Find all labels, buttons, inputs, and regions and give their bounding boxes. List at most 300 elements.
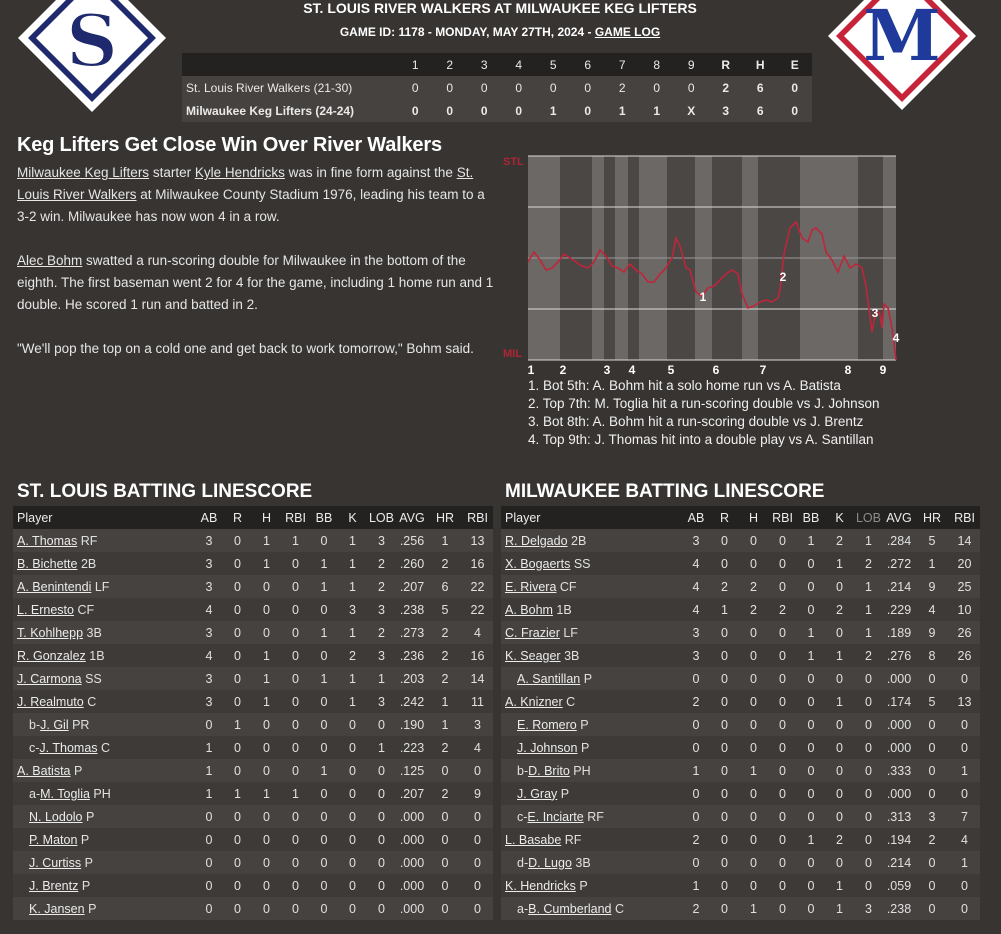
player-cell [501,529,682,552]
player-link[interactable]: N. Lodolo [29,809,83,824]
player-link[interactable]: K. Hendricks [505,878,576,893]
player-position: P [580,717,589,732]
stat-cell: 0 [320,786,328,801]
linescore-cell: 2 [618,80,626,95]
win-probability-chart [500,150,900,376]
stat-cell: 2 [836,533,843,548]
linescore-cell: 0 [515,103,523,118]
stat-cell: 4 [205,602,213,617]
stat-cell: 0 [292,901,299,916]
stat-cell: 3 [205,533,213,548]
column-header: RBI [768,506,797,529]
player-link[interactable]: E. Inciarte [527,809,584,824]
column-header: HR [428,506,462,529]
team-link[interactable]: Milwaukee Keg Lifters [17,165,150,180]
stat-cell: 0 [721,625,728,640]
stat-cell: 0 [750,694,757,709]
stat-cell: 1 [292,533,299,548]
stat-cell: 0 [263,740,270,755]
game-subtitle [180,25,820,39]
table-row [501,851,980,874]
game-title: ST. LOUIS RIVER WALKERS AT MILWAUKEE KEG LIFTERS [303,0,697,16]
stat-cell: 0 [961,740,968,755]
player-cell [501,690,682,713]
stat-cell: 0 [692,740,700,755]
stat-cell: 1 [961,855,968,870]
table-row [13,897,493,920]
stat-cell: 0 [836,671,843,686]
player-position: SS [573,556,591,571]
player-position: P [560,786,570,801]
player-link[interactable]: D. Lugo [528,855,572,870]
column-header: K [825,506,854,529]
player-link[interactable]: R. Delgado [505,533,568,548]
stat-cell: 0 [750,878,757,893]
stat-cell: .174 [886,694,912,709]
stat-cell: 0 [961,901,968,916]
stat-cell: 1 [263,556,270,571]
stat-cell: .284 [886,533,912,548]
stat-cell: 1 [205,763,213,778]
wp-note: 2. Top 7th: M. Toglia hit a run-scoring double vs J. Johnson [528,396,880,411]
stat-cell: 0 [779,832,786,847]
stat-cell: 0 [234,648,241,663]
player-link[interactable]: P. Maton [29,832,78,847]
player-position: CF [77,602,95,617]
stat-cell: 1 [865,533,872,548]
stat-cell: 0 [928,878,936,893]
player-link[interactable]: E. Romero [517,717,577,732]
stat-cell: 0 [865,763,872,778]
player-link[interactable]: Alec Bohm [17,253,83,268]
stat-cell: 0 [349,809,356,824]
stat-cell: 0 [750,740,757,755]
stat-cell: 1 [378,740,385,755]
recap-paragraph-2 [17,250,495,316]
stat-cell: 2 [378,556,385,571]
wp-note: 3. Bot 8th: A. Bohm hit a run-scoring double vs J. Brentz [528,414,864,429]
stat-cell: 0 [234,855,241,870]
player-link[interactable]: J. Johnson [517,740,578,755]
stl-batting-table [13,506,493,920]
inning-tick: 9 [879,363,887,376]
player-cell [501,805,682,828]
table-row [13,644,493,667]
sub-prefix: d- [517,855,529,870]
stat-cell: 0 [750,533,757,548]
stat-cell: 2 [836,602,843,617]
player-cell [13,874,195,897]
stat-cell: 0 [441,809,449,824]
linescore-col-8: 8 [653,57,661,72]
stat-cell: 0 [263,878,270,893]
stat-cell: 14 [470,671,485,686]
player-link[interactable]: J. Carmona [17,671,82,686]
stat-cell: 0 [292,832,299,847]
player-link[interactable]: J. Brentz [29,878,79,893]
stat-cell: .000 [399,832,425,847]
event-marker: 1 [699,290,707,304]
stat-cell: 0 [865,694,872,709]
stat-cell: 2 [441,556,449,571]
stat-cell: 0 [807,855,815,870]
stat-cell: 0 [721,763,728,778]
stat-cell: 1 [320,579,328,594]
stat-cell: 2 [928,832,936,847]
player-link[interactable]: A. Santillan [517,671,581,686]
player-cell [13,667,195,690]
stat-cell: 0 [292,809,299,824]
player-link[interactable]: J. Thomas [39,740,98,755]
player-link[interactable]: J. Realmuto [17,694,84,709]
stat-cell: 0 [865,809,872,824]
player-cell [501,759,682,782]
stat-cell: 1 [349,694,356,709]
stat-cell: 1 [234,717,241,732]
player-link[interactable]: A. Knizner [505,694,563,709]
table-row [501,805,980,828]
stat-cell: 1 [865,579,872,594]
player-link[interactable]: X. Bogaerts [505,556,571,571]
player-cell [13,575,195,598]
stat-cell: 0 [234,533,241,548]
stat-cell: 0 [750,717,757,732]
stat-cell: 1 [349,625,356,640]
player-position: C [101,740,111,755]
player-link[interactable]: A. Batista [17,763,71,778]
player-link[interactable]: T. Kohlhepp [17,625,84,640]
stat-cell: 5 [928,694,936,709]
home-team-logo [826,0,978,112]
linescore-col-4: 4 [515,57,523,72]
stat-cell: .313 [886,809,912,824]
stl-batting-title: ST. LOUIS BATTING LINESCORE [17,481,313,502]
stat-cell: 2 [865,556,872,571]
stat-cell: 0 [292,694,299,709]
stat-cell: 1 [836,648,843,663]
stat-cell: .273 [399,625,425,640]
column-header: BB [310,506,338,529]
player-cell [13,805,195,828]
stat-cell: 0 [234,832,241,847]
stat-cell: 1 [205,740,213,755]
stat-cell: 0 [292,648,299,663]
player-position: 2B [571,533,587,548]
player-position: 1B [556,602,572,617]
stat-cell: 0 [779,533,786,548]
stat-cell: 0 [234,556,241,571]
stat-cell: 1 [750,763,757,778]
column-header: BB [797,506,825,529]
stat-cell: 3 [205,579,213,594]
inning-tick: 1 [527,363,535,376]
stat-cell: .229 [886,602,912,617]
stat-cell: 0 [750,671,757,686]
stat-cell: 16 [470,648,485,663]
player-cell [501,828,682,851]
stat-cell: 3 [692,625,700,640]
player-position: P [88,901,97,916]
player-position: SS [85,671,102,686]
player-link[interactable]: L. Basabe [505,832,562,847]
sub-prefix: a- [29,786,41,801]
stat-cell: 1 [349,579,356,594]
stat-cell: 0 [263,901,270,916]
stat-cell: 4 [928,602,936,617]
stat-cell: 0 [263,763,270,778]
table-row [13,759,493,782]
column-header: RBI [462,506,493,529]
stat-cell: 1 [320,671,328,686]
stat-cell: 0 [234,901,241,916]
stat-cell: 0 [263,717,270,732]
player-cell [13,851,195,874]
stat-cell: 0 [865,855,872,870]
stat-cell: 4 [692,579,700,594]
stat-cell: 0 [292,717,299,732]
player-link[interactable]: A. Bohm [505,602,553,617]
wp-note: 1. Bot 5th: A. Bohm hit a solo home run vs A. Batista [528,378,841,393]
stat-cell: 0 [928,786,936,801]
stat-cell: 0 [928,763,936,778]
stat-cell: 0 [320,809,328,824]
stat-cell: 2 [441,671,449,686]
stat-cell: 2 [750,579,757,594]
stat-cell: 0 [807,602,815,617]
player-link[interactable]: J. Gil [40,717,69,732]
player-position: P [583,671,593,686]
stat-cell: 0 [692,671,700,686]
column-header: AVG [396,506,428,529]
stat-cell: 0 [292,763,299,778]
player-position: P [80,832,90,847]
table-header-row [501,506,980,529]
stat-cell: 0 [721,648,728,663]
stat-cell: 0 [721,809,728,824]
stat-cell: 0 [441,878,449,893]
stat-cell: 2 [441,786,449,801]
player-cell [13,713,195,736]
linescore-cell: 6 [756,80,764,95]
stat-cell: 4 [692,556,700,571]
stat-cell: 0 [836,809,843,824]
stat-cell: 4 [961,832,968,847]
table-row [501,529,980,552]
stat-cell: 0 [320,832,328,847]
stat-cell: 1 [692,763,700,778]
player-position: P [73,763,83,778]
stat-cell: .214 [886,579,912,594]
stat-cell: 2 [692,832,700,847]
player-cell [501,575,682,598]
table-row [13,828,493,851]
table-row [13,621,493,644]
game-info: GAME ID: 1178 - MONDAY, MAY 27TH, 2024 - [339,25,592,39]
stat-cell: 0 [320,878,328,893]
stat-cell: 3 [205,556,213,571]
player-link[interactable]: J. Gray [517,786,558,801]
stat-cell: 0 [836,579,843,594]
stat-cell: 1 [692,878,700,893]
stat-cell: 0 [750,855,757,870]
column-header: RBI [949,506,980,529]
stat-cell: 0 [836,855,843,870]
stat-cell: 0 [320,740,328,755]
stat-cell: .203 [399,671,425,686]
linescore-col-1: 1 [411,57,419,72]
stat-cell: 1 [865,625,872,640]
stat-cell: 0 [928,901,936,916]
stat-cell: 1 [807,533,815,548]
stat-cell: 5 [928,533,936,548]
linescore-cell: 3 [722,103,730,118]
stat-cell: 0 [263,832,270,847]
stat-cell: .333 [886,763,912,778]
linescore-col-5: 5 [549,57,557,72]
stat-cell: 11 [471,694,484,709]
inning-tick: 4 [628,363,636,376]
player-link[interactable]: D. Brito [528,763,570,778]
wp-top-label: STL [503,156,524,168]
stat-cell: 2 [836,832,843,847]
wp-bottom-label: MIL [503,348,522,360]
stat-cell: 1 [721,602,728,617]
player-position: P [81,878,91,893]
column-header: Player [501,506,682,529]
stat-cell: 0 [205,717,213,732]
stat-cell: 1 [292,786,299,801]
stat-cell: 0 [807,579,815,594]
player-cell [501,897,682,920]
stat-cell: .207 [399,579,425,594]
player-link[interactable]: L. Ernesto [17,602,74,617]
stat-cell: 1 [807,625,815,640]
stat-cell: 0 [750,625,757,640]
stat-cell: 0 [779,579,786,594]
game-log-link[interactable]: GAME LOG [594,25,661,39]
player-link[interactable]: R. Gonzalez [17,648,86,663]
stat-cell: .223 [399,740,425,755]
player-position: P [580,740,590,755]
player-link[interactable]: M. Toglia [40,786,90,801]
table-row [501,667,980,690]
stat-cell: 0 [349,832,356,847]
player-cell [501,736,682,759]
recap-paragraph-3: "We'll pop the top on a cold one and get back to work tomorrow," Bohm said. [17,341,474,356]
stat-cell: 3 [205,671,213,686]
stat-cell: 0 [474,832,481,847]
stat-cell: .256 [399,533,425,548]
table-row [13,782,493,805]
opponent-link[interactable]: St. Louis River Walkers [17,165,474,202]
sub-prefix: c- [517,809,528,824]
stat-cell: 22 [470,579,485,594]
stat-cell: 0 [378,763,385,778]
pitcher-link[interactable]: Kyle Hendricks [194,165,285,180]
player-link[interactable]: C. Frazier [505,625,560,640]
player-position: 2B [80,556,97,571]
stat-cell: 0 [750,809,757,824]
stat-cell: 0 [320,694,328,709]
stat-cell: 1 [349,533,356,548]
stat-cell: 0 [721,878,728,893]
player-link[interactable]: E. Rivera [505,579,557,594]
table-row [501,575,980,598]
stat-cell: 0 [750,832,757,847]
player-link[interactable]: A. Benintendi [17,579,92,594]
stat-cell: 1 [441,694,449,709]
stat-cell: 7 [961,809,968,824]
sub-prefix: a- [517,901,529,916]
event-marker: 3 [871,306,879,320]
stat-cell: 9 [474,786,481,801]
column-header: RBI [281,506,310,529]
player-link[interactable]: B. Cumberland [528,901,612,916]
stat-cell: 0 [928,855,936,870]
stat-cell: 8 [928,648,936,663]
stat-cell: 9 [928,579,936,594]
stat-cell: 0 [263,809,270,824]
player-link[interactable]: K. Seager [505,648,561,663]
table-row [501,690,980,713]
column-header: R [710,506,739,529]
stat-cell: 1 [234,786,241,801]
stat-cell: 0 [474,855,481,870]
linescore-cell: 1 [653,103,661,118]
linescore-cell: 0 [446,103,454,118]
home-team-row [182,99,812,122]
player-link[interactable]: J. Curtiss [29,855,82,870]
stat-cell: 1 [349,671,356,686]
stat-cell: 3 [378,602,385,617]
stat-cell: 0 [961,786,968,801]
player-cell [13,897,195,920]
stat-cell: .242 [399,694,425,709]
stat-cell: 0 [292,878,299,893]
player-position: 3B [575,855,591,870]
player-link[interactable]: K. Jansen [29,901,85,916]
stat-cell: 2 [865,648,872,663]
player-position: C [614,901,625,916]
stat-cell: .238 [886,901,912,916]
stat-cell: 3 [474,717,481,732]
stat-cell: 0 [205,832,213,847]
player-cell [13,644,195,667]
stat-cell: 0 [779,717,786,732]
stat-cell: 1 [320,625,328,640]
stat-cell: 0 [263,602,270,617]
player-cell [501,621,682,644]
linescore-cell: X [687,103,696,118]
player-link[interactable]: A. Thomas [17,533,78,548]
stat-cell: .272 [886,556,912,571]
stat-cell: 0 [779,763,786,778]
column-header: AB [682,506,710,529]
stat-cell: 0 [205,809,213,824]
linescore-cell: 1 [618,103,626,118]
stat-cell: 2 [692,901,700,916]
stat-cell: 3 [378,694,385,709]
linescore-cell: 0 [791,103,799,118]
stat-cell: 0 [692,855,700,870]
stat-cell: 25 [957,579,972,594]
stat-cell: 0 [961,717,968,732]
player-link[interactable]: B. Bichette [17,556,78,571]
player-cell [501,851,682,874]
inning-tick: 3 [603,363,611,376]
linescore-col-R: R [721,57,731,72]
stat-cell: 0 [349,855,356,870]
